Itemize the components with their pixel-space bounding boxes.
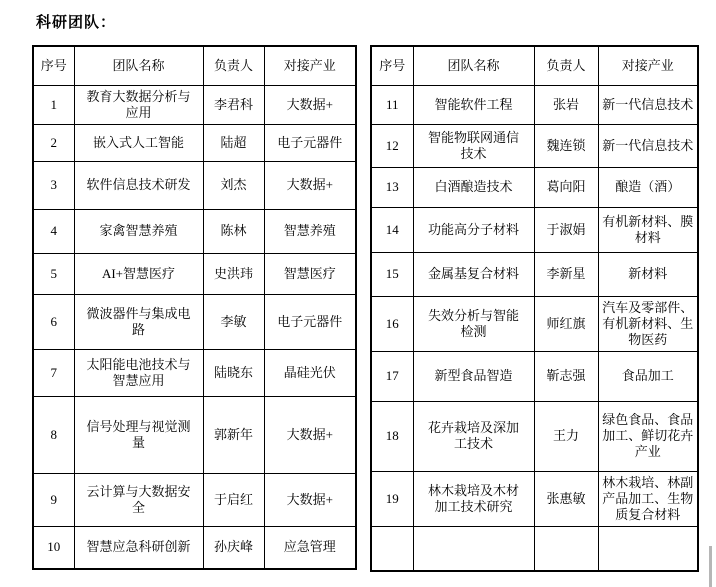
- cell-no: 2: [33, 124, 74, 161]
- cell-industry: 林木栽培、林副产品加工、生物质复合材料: [598, 471, 698, 526]
- cell-team: 智慧应急科研创新: [74, 526, 203, 569]
- cell-team: AI+智慧医疗: [74, 253, 203, 294]
- table-row: [33, 396, 356, 473]
- table-row: [371, 167, 698, 207]
- cell-industry: 新一代信息技术: [598, 85, 698, 124]
- cell-team: 花卉栽培及深加工技术: [413, 401, 534, 471]
- table-row: [33, 209, 356, 253]
- table-row: [33, 526, 356, 569]
- cell-team: 太阳能电池技术与智慧应用: [74, 349, 203, 396]
- cell-industry: 大数据+: [264, 473, 356, 526]
- cell-no: 9: [33, 473, 74, 526]
- cell-industry: 晶硅光伏: [264, 349, 356, 396]
- cell-industry: 新一代信息技术: [598, 124, 698, 167]
- cell-no: 5: [33, 253, 74, 294]
- cell-team: 教育大数据分析与应用: [74, 85, 203, 124]
- table-row: [33, 161, 356, 209]
- cell-industry: 新材料: [598, 252, 698, 296]
- header-cell-no: 序号: [371, 46, 413, 85]
- cell-leader: [534, 526, 598, 571]
- cell-no: 19: [371, 471, 413, 526]
- header-cell-industry: 对接产业: [264, 46, 356, 85]
- cell-leader: 郭新年: [203, 396, 264, 473]
- cell-no: 10: [33, 526, 74, 569]
- cell-team: 功能高分子材料: [413, 207, 534, 252]
- cell-no: 6: [33, 294, 74, 349]
- cell-team: 家禽智慧养殖: [74, 209, 203, 253]
- cell-team: 微波器件与集成电路: [74, 294, 203, 349]
- table-row-empty: [371, 526, 698, 571]
- cell-industry: 电子元器件: [264, 124, 356, 161]
- page-title: 科研团队：: [36, 15, 117, 31]
- cell-leader: 孙庆峰: [203, 526, 264, 569]
- cell-team: 云计算与大数据安全: [74, 473, 203, 526]
- table-row: [33, 294, 356, 349]
- cell-leader: 葛向阳: [534, 167, 598, 207]
- cell-no: 1: [33, 85, 74, 124]
- table-row: [33, 253, 356, 294]
- cell-industry: 大数据+: [264, 396, 356, 473]
- cell-team: 金属基复合材料: [413, 252, 534, 296]
- cell-team: 新型食品智造: [413, 351, 534, 401]
- cell-industry: 应急管理: [264, 526, 356, 569]
- cell-no: 12: [371, 124, 413, 167]
- cell-industry: 大数据+: [264, 85, 356, 124]
- table-row: [371, 252, 698, 296]
- cell-industry: 有机新材料、膜材料: [598, 207, 698, 252]
- cell-leader: 史洪玮: [203, 253, 264, 294]
- table-row: [371, 85, 698, 124]
- cell-industry: 绿色食品、食品加工、鲜切花卉产业: [598, 401, 698, 471]
- cell-leader: 于淑娟: [534, 207, 598, 252]
- cell-industry: 智慧养殖: [264, 209, 356, 253]
- table-row: [371, 401, 698, 471]
- table-header-row: [33, 46, 356, 85]
- cell-leader: 王力: [534, 401, 598, 471]
- cell-industry: [598, 526, 698, 571]
- cell-leader: 陈林: [203, 209, 264, 253]
- cell-team: 软件信息技术研发: [74, 161, 203, 209]
- cell-no: 15: [371, 252, 413, 296]
- scrollbar-fragment[interactable]: [709, 546, 712, 587]
- cell-leader: 于启红: [203, 473, 264, 526]
- cell-leader: 陆超: [203, 124, 264, 161]
- cell-no: 8: [33, 396, 74, 473]
- cell-leader: 张岩: [534, 85, 598, 124]
- table-row: [371, 296, 698, 351]
- cell-team: 嵌入式人工智能: [74, 124, 203, 161]
- research-teams-table-left: [32, 45, 357, 570]
- cell-team: [413, 526, 534, 571]
- cell-no: 17: [371, 351, 413, 401]
- header-cell-industry: 对接产业: [598, 46, 698, 85]
- cell-no: 14: [371, 207, 413, 252]
- header-cell-leader: 负责人: [534, 46, 598, 85]
- cell-leader: 李敏: [203, 294, 264, 349]
- cell-no: 3: [33, 161, 74, 209]
- table-row: [371, 351, 698, 401]
- cell-leader: 刘杰: [203, 161, 264, 209]
- cell-no: 7: [33, 349, 74, 396]
- table-row: [33, 124, 356, 161]
- header-cell-no: 序号: [33, 46, 74, 85]
- table-header-row: [371, 46, 698, 85]
- cell-no: 18: [371, 401, 413, 471]
- cell-no: 4: [33, 209, 74, 253]
- cell-team: 信号处理与视觉测量: [74, 396, 203, 473]
- table-row: [371, 124, 698, 167]
- cell-no: 13: [371, 167, 413, 207]
- cell-team: 智能软件工程: [413, 85, 534, 124]
- cell-industry: 酿造（酒）: [598, 167, 698, 207]
- table-row: [371, 207, 698, 252]
- cell-team: 白酒酿造技术: [413, 167, 534, 207]
- cell-leader: 师红旗: [534, 296, 598, 351]
- cell-no: 16: [371, 296, 413, 351]
- cell-leader: 魏连锁: [534, 124, 598, 167]
- cell-leader: 李新星: [534, 252, 598, 296]
- cell-no: [371, 526, 413, 571]
- cell-team: 失效分析与智能检测: [413, 296, 534, 351]
- cell-leader: 李君科: [203, 85, 264, 124]
- table-row: [33, 85, 356, 124]
- cell-team: 智能物联网通信技术: [413, 124, 534, 167]
- header-cell-team: 团队名称: [74, 46, 203, 85]
- table-row: [33, 349, 356, 396]
- cell-industry: 大数据+: [264, 161, 356, 209]
- header-cell-leader: 负责人: [203, 46, 264, 85]
- cell-industry: 智慧医疗: [264, 253, 356, 294]
- table-row: [371, 471, 698, 526]
- header-cell-team: 团队名称: [413, 46, 534, 85]
- cell-leader: 陆晓东: [203, 349, 264, 396]
- cell-industry: 食品加工: [598, 351, 698, 401]
- table-row: [33, 473, 356, 526]
- cell-industry: 电子元器件: [264, 294, 356, 349]
- cell-team: 林木栽培及木材加工技术研究: [413, 471, 534, 526]
- cell-leader: 靳志强: [534, 351, 598, 401]
- cell-industry: 汽车及零部件、有机新材料、生物医药: [598, 296, 698, 351]
- research-teams-table-right: [370, 45, 699, 572]
- cell-no: 11: [371, 85, 413, 124]
- cell-leader: 张惠敏: [534, 471, 598, 526]
